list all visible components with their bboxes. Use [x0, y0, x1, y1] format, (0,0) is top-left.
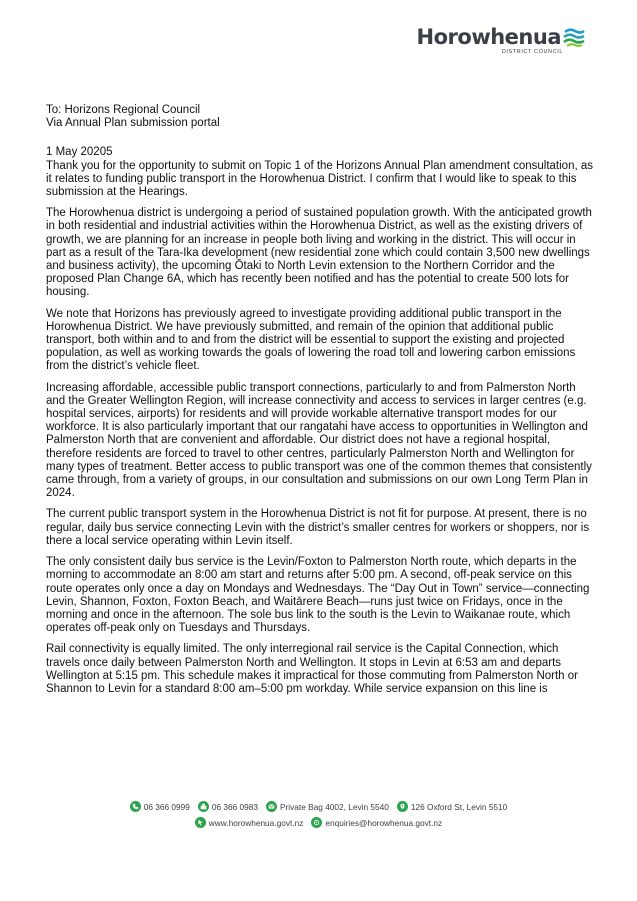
body-paragraph: The current public transport system in the Horowhenua District is not fit for purpose. At present, there is no regular, daily bus service connecting Levin with the district’s smaller centres for workers or shoppers, nor is there a local service operating within Levin itself.	[46, 508, 590, 547]
body-paragraph: The Horowhenua district is undergoing a period of sustained population growth. With the anticipated growth in both residential and industrial activities within the Horowhenua District, as well as the existing drivers of growth, we are planning for an increase in people both living and working in the district. This will occur in part as a result of the Tara-Ika development (new residential zone which could contain 3,500 new dwellings and business activity), the upcoming Ōtaki to North Levin extension to the Northern Corridor and the proposed Plan Change 6A, which has recently been notified and has the potential to create 500 lots for housing.	[46, 207, 592, 299]
footer-fax: 06 366 0983	[198, 801, 258, 812]
body-paragraph: Thank you for the opportunity to submit on Topic 1 of the Horizons Annual Plan amendment consultation, as it relates to funding public transport in the Horowhenua District. I confirm that I would like to speak to this submission at the Hearings.	[46, 159, 594, 199]
contact-footer	[0, 801, 637, 828]
phone-icon	[130, 801, 141, 812]
recipient-line: To: Horizons Regional Council	[46, 104, 201, 116]
recipient-line: Via Annual Plan submission portal	[46, 117, 220, 130]
body-paragraph: The only consistent daily bus service is the Levin/Foxton to Palmerston North route, which departs in the morning to accommodate an 8:00 am start and returns after 5:00 pm. A second, off-peak service on this route operates only once a day on Mondays and Wednesdays. The “Day Out in Town” service—connecting Levin, Shannon, Foxton, Foxton Beach, and Waitārere Beach—runs just twice on Fridays, once in the morning and once in the afternoon. The sole bus link to the south is the Levin to Waikanae route, which operates off-peak only on Tuesdays and Thursdays.	[46, 556, 590, 635]
recipient-block	[46, 104, 594, 130]
letter-date: 1 May 20205	[46, 146, 113, 159]
fax-icon	[198, 801, 209, 812]
logo-wordmark: Horowhenua	[416, 25, 561, 49]
at-sign-icon	[311, 817, 322, 828]
body-paragraph: Rail connectivity is equally limited. The only interregional rail service is the Capital Connection, which travels once daily between Palmerston North and Wellington. It stops in Levin at 6:53 am and departs Wellington at 5:15 pm. This schedule makes it impractical for those commuting from Palmerston North or Shannon to Levin for a standard 8:00 am–5:00 pm workday. While service expansion on this line is	[46, 643, 578, 695]
location-icon	[397, 801, 408, 812]
logo-subtitle: DISTRICT COUNCIL	[501, 49, 563, 55]
footer-postal: Private Bag 4002, Levin 5540	[266, 801, 389, 812]
cursor-icon	[195, 817, 206, 828]
footer-email[interactable]: enquiries@horowhenua.govt.nz	[311, 817, 442, 828]
footer-street: 126 Oxford St, Levin 5510	[397, 801, 507, 812]
body-paragraph: We note that Horizons has previously agreed to investigate providing additional public transport in the Horowhenua District. We have previously submitted, and remain of the opinion that additional public transport, both within and to and from the district will be essential to support the existing and projected population, as well as working towards the goals of lowering the road toll and lowering carbon emissions from the district’s vehicle fleet.	[46, 307, 576, 373]
footer-phone: 06 366 0999	[130, 801, 190, 812]
mail-icon	[266, 801, 277, 812]
horowhenua-wave-icon	[563, 26, 585, 48]
council-logo	[417, 26, 585, 55]
letter-body	[46, 104, 594, 704]
body-paragraph: Increasing affordable, accessible public transport connections, particularly to and from Palmerston North and the Greater Wellington Region, will increase connectivity and access to services in larger centres (e.g. hospital services, airports) for residents and will provide workable alternative transport modes for our workforce. It is also particularly important that our rangatahi have access to opportunities in Wellington and Palmerston North that are convenient and affordable. Our district does not have a regional hospital, therefore residents are forced to travel to other centres, particularly Palmerston North and Wellington for many types of treatment. Better access to public transport was one of the common themes that consistently came through, from a variety of groups, in our consultation and submissions on our own Long Term Plan in 2024.	[46, 381, 592, 500]
footer-website[interactable]: www.horowhenua.govt.nz	[195, 817, 304, 828]
